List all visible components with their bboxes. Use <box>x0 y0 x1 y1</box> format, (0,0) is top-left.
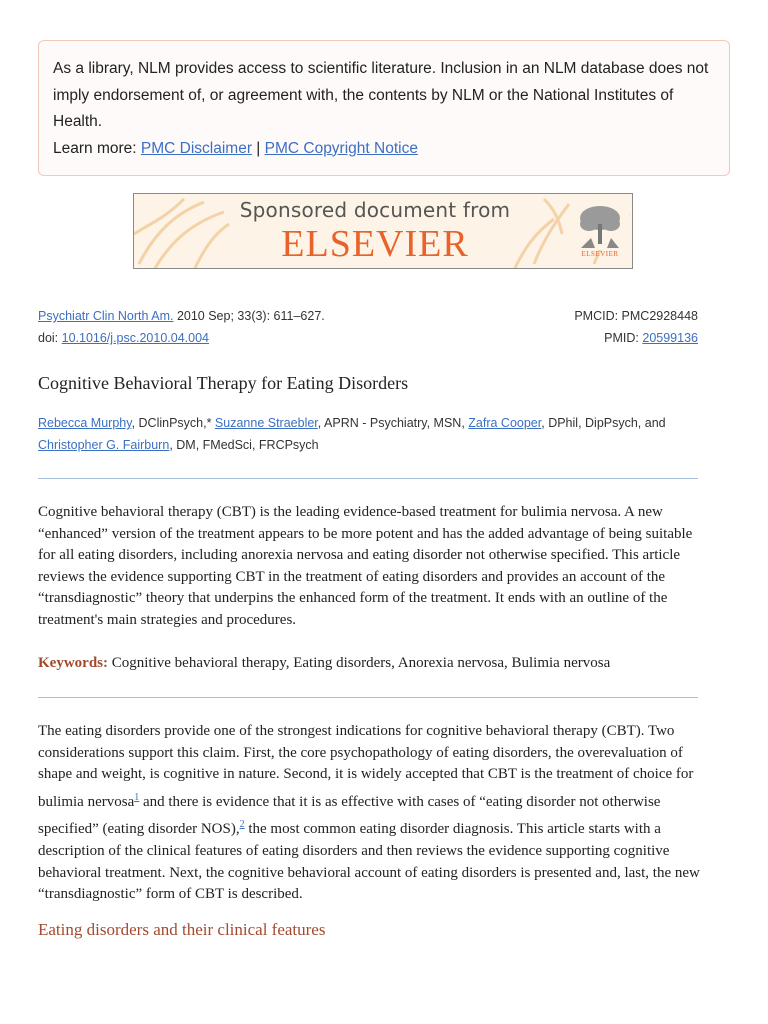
pmid-label: PMID: <box>604 331 643 345</box>
section-heading: Eating disorders and their clinical features <box>38 920 326 939</box>
learn-more-line <box>53 136 713 163</box>
intro-text: the most common eating disorder diagnosis. This article starts with a description of the clinical features of eating disorders and then reviews the evidence supporting cognitive behavioral treatment. Next, the cognitive behavioral account of eating disorders is presented and, last, the new “transdiagnostic” form of CBT is described. <box>38 821 700 903</box>
author-credentials: , APRN - Psychiatry, MSN, <box>317 416 469 430</box>
sponsored-banner[interactable] <box>133 193 633 269</box>
author-link[interactable]: Christopher G. Fairburn <box>38 438 170 452</box>
learn-more-label: Learn more: <box>53 139 141 157</box>
divider <box>38 478 698 479</box>
doi-link[interactable]: 10.1016/j.psc.2010.04.004 <box>61 331 209 345</box>
introduction-paragraph <box>38 721 700 906</box>
author-link[interactable]: Zafra Cooper <box>468 416 542 430</box>
author-credentials: , DClinPsych,* <box>131 416 215 430</box>
author-link[interactable]: Suzanne Straebler <box>214 416 318 430</box>
journal-citation <box>38 309 325 323</box>
keywords <box>38 653 700 675</box>
pmcid: PMCID: PMC2928448 <box>574 309 698 323</box>
intro-text: and there is evidence that it is as effective with cases of “eating disorder not otherwise specified” (eating disorder NOS), <box>38 793 661 838</box>
journal-link[interactable]: Psychiatr Clin North Am. <box>38 309 174 323</box>
author-list <box>38 412 718 456</box>
author-link[interactable]: Rebecca Murphy <box>38 416 132 430</box>
elsevier-wordmark: ELSEVIER <box>281 223 469 265</box>
pmc-disclaimer-link[interactable]: PMC Disclaimer <box>140 139 252 157</box>
author-credentials: , DM, FMedSci, FRCPsych <box>169 438 319 452</box>
keywords-label: Keywords: <box>38 655 108 671</box>
elsevier-tree-icon <box>571 204 629 250</box>
reference-link-2[interactable]: 2 <box>239 819 245 831</box>
doi-line <box>38 331 209 345</box>
elsevier-logo-label: ELSEVIER <box>581 250 619 258</box>
sponsored-text: Sponsored document from <box>239 198 511 222</box>
reference-link-1[interactable]: 1 <box>134 791 140 803</box>
disclaimer-text: As a library, NLM provides access to scientific literature. Inclusion in an NLM database does not imply endorsement of, or agreement with, the contents by NLM or the National Institutes of Health. <box>53 60 709 130</box>
link-separator: | <box>251 139 265 157</box>
pmid-link[interactable]: 20599136 <box>642 331 698 345</box>
author-credentials: , DPhil, DipPsych, and <box>541 416 666 430</box>
pmid-line <box>604 331 698 345</box>
pmc-copyright-link[interactable]: PMC Copyright Notice <box>264 139 418 157</box>
intro-text: The eating disorders provide one of the strongest indications for cognitive behavioral therapy (CBT). Two considerations support this claim. First, the core psychopathology of eating disorders, the overevaluation of shape and weight, is cognitive in nature. Second, it is widely accepted that CBT is the treatment of choice for bulimia nervosa <box>38 723 694 810</box>
abstract: Cognitive behavioral therapy (CBT) is the leading evidence-based treatment for bulimia nervosa. A new “enhanced” version of the treatment appears to be more potent and has the added advantage of being suitable for all eating disorders, including anorexia nervosa and eating disorder not otherwise specified. This article reviews the evidence supporting CBT in the treatment of eating disorders and provides an account of the “transdiagnostic” theory that underpins the enhanced form of the treatment. It ends with an outline of the treatment's main strategies and procedures. <box>38 504 693 628</box>
disclaimer-notice <box>38 40 730 176</box>
doi-label: doi: <box>38 331 62 345</box>
article-title: Cognitive Behavioral Therapy for Eating Disorders <box>38 373 409 393</box>
citation-details: 2010 Sep; 33(3): 611–627. <box>173 309 325 323</box>
keywords-list: Cognitive behavioral therapy, Eating disorders, Anorexia nervosa, Bulimia nervosa <box>108 655 611 671</box>
divider <box>38 697 698 698</box>
